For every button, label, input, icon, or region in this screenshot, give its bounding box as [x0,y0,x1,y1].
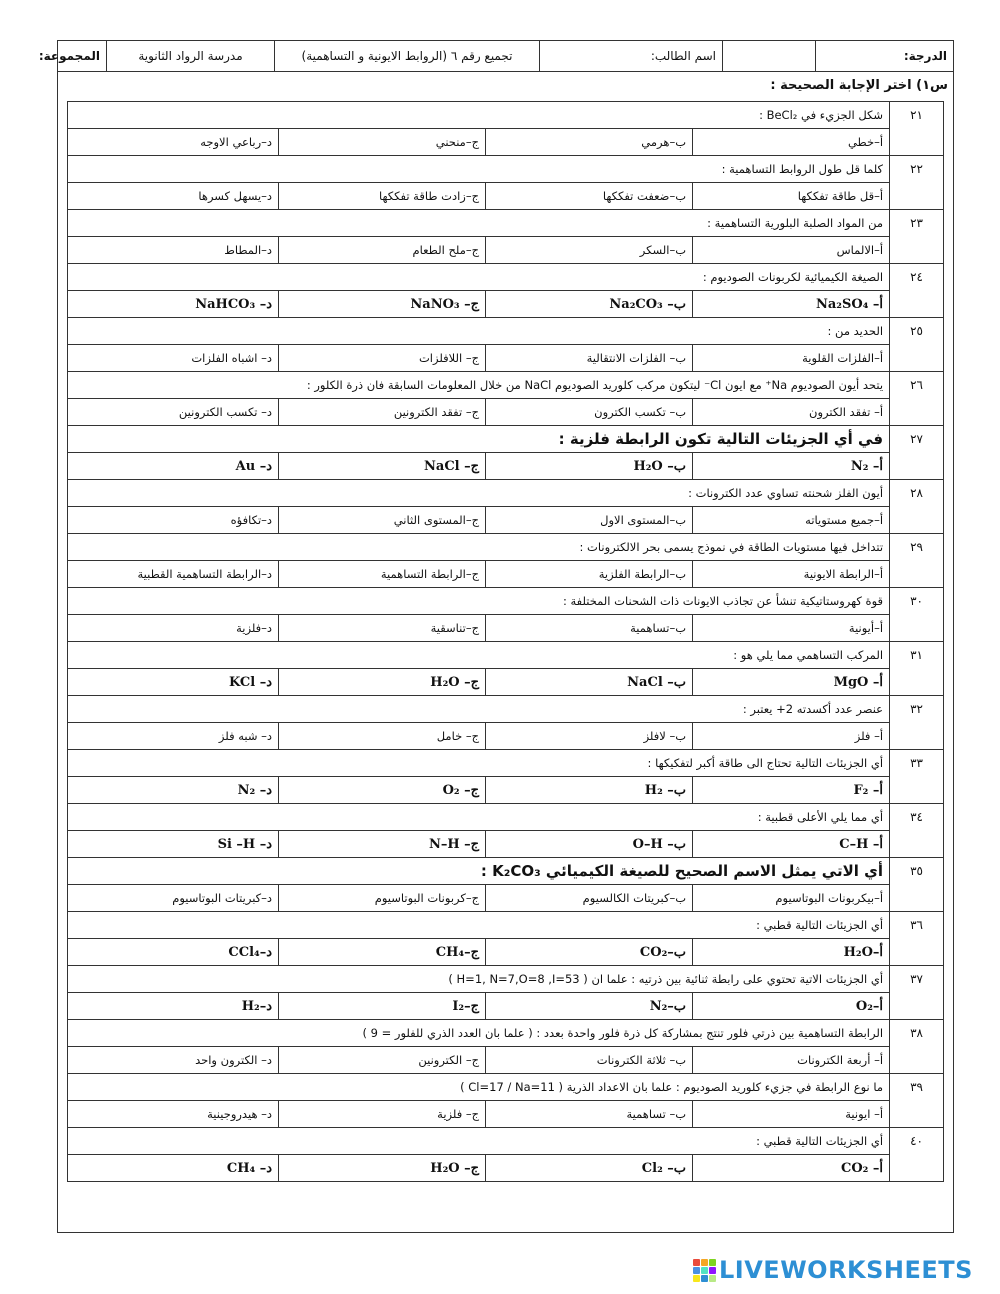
answer-option-d[interactable]: د– Au [68,453,279,480]
question-number: ٣٠ [890,588,944,642]
question-row [68,480,944,507]
question-number: ٢٤ [890,264,944,318]
question-row [68,1020,944,1047]
answer-option-a[interactable]: أ– Na₂SO₄ [693,291,890,318]
question-text: أي الجزيئات التالية قطبي : [68,1128,890,1155]
question-text: يتحد أيون الصوديوم Na⁺ مع ايون Cl⁻ ليتكون مركب كلوريد الصوديوم NaCl من خلال المعلومات السابقة فان ذرة الكلور : [68,372,890,399]
question-number: ٣٦ [890,912,944,966]
question-text: أي الاتي يمثل الاسم الصحيح للصيغة الكيميائي K₂CO₃ : [68,858,890,885]
answer-option-a[interactable]: أ– C–H [693,831,890,858]
answer-option-d[interactable]: د–فلزية [68,615,279,642]
question-text: أي الجزيئات الاتية تحتوي على رابطة ثنائية بين ذرتيه : علما ان ( H=1, N=7,O=8 ,I=53 ) [68,966,890,993]
options-row [68,1155,944,1182]
answer-option-d[interactable]: د–رباعي الاوجه [68,129,279,156]
logo-square [701,1275,708,1282]
answer-option-d[interactable]: د– NaHCO₃ [68,291,279,318]
logo-square [693,1259,700,1266]
logo-grid-icon [693,1259,715,1281]
answer-option-a[interactable]: أ– CO₂ [693,1155,890,1182]
question-row [68,156,944,183]
options-row [68,183,944,210]
question-number: ٢٣ [890,210,944,264]
question-text: المركب التساهمي مما يلي هو : [68,642,890,669]
options-row [68,777,944,804]
answer-option-b[interactable]: ب– H₂ [486,777,693,804]
answer-option-a[interactable]: أ– فلز [693,723,890,750]
question-number: ٢٨ [890,480,944,534]
question-text: من المواد الصلبة البلورية التساهمية : [68,210,890,237]
answer-option-b[interactable]: ب– O–H [486,831,693,858]
question-number: ٢٦ [890,372,944,426]
answer-option-d[interactable]: د– KCl [68,669,279,696]
question-row [68,858,944,885]
question-row [68,426,944,453]
answer-option-a[interactable]: أ–خطي [693,129,890,156]
options-row [68,1101,944,1128]
options-row [68,237,944,264]
group-label: المجموعة: [58,41,107,72]
answer-option-b[interactable]: ب– H₂O [486,453,693,480]
options-row [68,561,944,588]
question-row [68,102,944,129]
question-row [68,642,944,669]
answer-option-a[interactable]: أ– MgO [693,669,890,696]
answer-option-c[interactable]: ج–I₂ [279,993,486,1020]
answer-option-b[interactable]: ب– ثلاثة الكترونات [486,1047,693,1074]
answer-option-d[interactable]: د– هيدروجينية [68,1101,279,1128]
question-row [68,264,944,291]
question-number: ٣٨ [890,1020,944,1074]
question-row [68,372,944,399]
answer-option-a[interactable]: أ– تفقد الكترون [693,399,890,426]
answer-option-a[interactable]: أ–الالماس [693,237,890,264]
answer-option-d[interactable]: د– الكترون واحد [68,1047,279,1074]
header-table [38,40,954,72]
school-name: مدرسة الرواد الثانوية [107,41,275,72]
answer-option-c[interactable]: ج– خامل [279,723,486,750]
answer-option-b[interactable]: ب–السكر [486,237,693,264]
answer-option-c[interactable]: ج– اللافلزات [279,345,486,372]
answer-option-d[interactable]: د–يسهل كسرها [68,183,279,210]
options-row [68,939,944,966]
answer-option-c[interactable]: ج–المستوى الثاني [279,507,486,534]
question-number: ٣١ [890,642,944,696]
answer-option-a[interactable]: أ–H₂O [693,939,890,966]
options-row [68,129,944,156]
answer-option-c[interactable]: ج–كربونات البوتاسيوم [279,885,486,912]
answer-option-b[interactable]: ب–تساهمية [486,615,693,642]
question-text: في أي الجزيئات التالية تكون الرابطة فلزية : [68,426,890,453]
answer-option-b[interactable]: ب–ضعفت تفككها [486,183,693,210]
grade-value[interactable] [723,41,816,72]
question-row [68,750,944,777]
answer-option-b[interactable]: ب– لافلز [486,723,693,750]
answer-option-a[interactable]: أ–جميع مستوياته [693,507,890,534]
options-row [68,507,944,534]
question-row [68,210,944,237]
answer-option-a[interactable]: أ– ايونية [693,1101,890,1128]
answer-option-d[interactable]: د– شبه فلز [68,723,279,750]
question-number: ٣٤ [890,804,944,858]
options-row [68,399,944,426]
answer-option-a[interactable]: أ– F₂ [693,777,890,804]
answer-option-b[interactable]: ب–CO₂ [486,939,693,966]
answer-option-c[interactable]: ج– تفقد الكترونين [279,399,486,426]
answer-option-c[interactable]: ج– H₂O [279,669,486,696]
grade-label: الدرجة: [816,41,954,72]
logo-square [709,1275,716,1282]
answer-option-c[interactable]: ج–زادت طاقة تفككها [279,183,486,210]
question-number: ٢١ [890,102,944,156]
options-row [68,993,944,1020]
question-text: شكل الجزيء في BeCl₂ : [68,102,890,129]
question-row [68,912,944,939]
question-text: كلما قل طول الروابط التساهمية : [68,156,890,183]
answer-option-b[interactable]: ب– Cl₂ [486,1155,693,1182]
answer-option-d[interactable]: د–تكافؤه [68,507,279,534]
question-text: عنصر عدد أكسدته 2+ يعتبر : [68,696,890,723]
answer-option-b[interactable]: ب– Na₂CO₃ [486,291,693,318]
question-number: ٢٥ [890,318,944,372]
question-number: ٢٩ [890,534,944,588]
answer-option-c[interactable]: ج– NaCl [279,453,486,480]
answer-option-a[interactable]: أ–الرابطة الايونية [693,561,890,588]
logo-square [693,1275,700,1282]
question-row [68,804,944,831]
answer-option-c[interactable]: ج– الكترونين [279,1047,486,1074]
question-row [68,966,944,993]
question-row [68,318,944,345]
logo-square [709,1259,716,1266]
question-text: الرابطة التساهمية بين ذرتي فلور تنتج بمشاركة كل ذرة فلور واحدة بعدد : ( علما بان العدد الذري للفلور = 9 ) [68,1020,890,1047]
answer-option-b[interactable]: ب–الرابطة الفلزية [486,561,693,588]
answer-option-a[interactable]: أ–الفلزات القلوية [693,345,890,372]
questions-table [67,101,944,1182]
logo-square [693,1267,700,1274]
student-name-label: اسم الطالب: [540,41,723,72]
logo-square [701,1267,708,1274]
question-number: ٢٧ [890,426,944,480]
question-text: أي الجزيئات التالية قطبي : [68,912,890,939]
answer-option-b[interactable]: ب–المستوى الاول [486,507,693,534]
question-number: ٣٢ [890,696,944,750]
answer-option-d[interactable]: د– N₂ [68,777,279,804]
options-row [68,453,944,480]
question-text: الحديد من : [68,318,890,345]
question-row [68,1074,944,1101]
answer-option-b[interactable]: ب–كبريتات الكالسيوم [486,885,693,912]
question-text: أي مما يلي الأعلى قطبية : [68,804,890,831]
answer-option-d[interactable]: د–كبريتات البوتاسيوم [68,885,279,912]
liveworksheets-logo [693,1256,973,1284]
question-number: ٢٢ [890,156,944,210]
answer-option-a[interactable]: أ–بيكربونات البوتاسيوم [693,885,890,912]
answer-option-c[interactable]: ج– H₂O [279,1155,486,1182]
answer-option-d[interactable]: د–H₂ [68,993,279,1020]
question-number: ٣٥ [890,858,944,912]
question-text: أيون الفلز شحنته تساوي عدد الكترونات : [68,480,890,507]
options-row [68,669,944,696]
logo-square [709,1267,716,1274]
answer-option-a[interactable]: أ– أربعة الكترونات [693,1047,890,1074]
question-text: أي الجزيئات التالية تحتاج الى طاقة أكبر لتفكيكها : [68,750,890,777]
question-number: ٣٣ [890,750,944,804]
options-row [68,615,944,642]
section-title: س١) اختر الإجابة الصحيحة : [770,78,948,93]
options-row [68,831,944,858]
options-row [68,1047,944,1074]
answer-option-d[interactable]: د–المطاط [68,237,279,264]
answer-option-b[interactable]: ب–N₂ [486,993,693,1020]
question-number: ٣٧ [890,966,944,1020]
question-text: ما نوع الرابطة في جزيء كلوريد الصوديوم : علما بان الاعداد الذرية ( Cl=17 / Na=11 ) [68,1074,890,1101]
answer-option-a[interactable]: أ– N₂ [693,453,890,480]
worksheet-title: تجميع رقم ٦ (الروابط الايونية و التساهمية) [275,41,540,72]
answer-option-c[interactable]: ج–منحني [279,129,486,156]
options-row [68,291,944,318]
answer-option-b[interactable]: ب– تساهمية [486,1101,693,1128]
options-row [68,723,944,750]
question-text: الصيغة الكيميائية لكربونات الصوديوم : [68,264,890,291]
answer-option-c[interactable]: ج–تناسقية [279,615,486,642]
question-row [68,1128,944,1155]
question-row [68,534,944,561]
answer-option-c[interactable]: ج– N–H [279,831,486,858]
answer-option-c[interactable]: ج–CH₄ [279,939,486,966]
answer-option-c[interactable]: ج– فلزية [279,1101,486,1128]
options-row [68,345,944,372]
question-row [68,696,944,723]
answer-option-a[interactable]: أ–أيونية [693,615,890,642]
question-number: ٤٠ [890,1128,944,1182]
answer-option-b[interactable]: ب–هرمي [486,129,693,156]
answer-option-c[interactable]: ج–الرابطة التساهمية [279,561,486,588]
answer-option-a[interactable]: أ–O₂ [693,993,890,1020]
question-row [68,588,944,615]
answer-option-d[interactable]: د–CCl₄ [68,939,279,966]
logo-square [701,1259,708,1266]
answer-option-b[interactable]: ب– تكسب الكترون [486,399,693,426]
answer-option-d[interactable]: د– CH₄ [68,1155,279,1182]
answer-option-d[interactable]: د– تكسب الكترونين [68,399,279,426]
question-text: تتداخل فيها مستويات الطاقة في نموذج يسمى بحر الالكترونات : [68,534,890,561]
answer-option-c[interactable]: ج–ملح الطعام [279,237,486,264]
logo-text: LIVEWORKSHEETS [719,1256,973,1284]
answer-option-d[interactable]: د–الرابطة التساهمية القطبية [68,561,279,588]
answer-option-d[interactable]: د– اشباه الفلزات [68,345,279,372]
answer-option-d[interactable]: د– Si –H [68,831,279,858]
question-number: ٣٩ [890,1074,944,1128]
answer-option-b[interactable]: ب– الفلزات الانتقالية [486,345,693,372]
answer-option-c[interactable]: ج– O₂ [279,777,486,804]
answer-option-a[interactable]: أ–قل طاقة تفككها [693,183,890,210]
answer-option-b[interactable]: ب– NaCl [486,669,693,696]
question-text: قوة كهروستاتيكية تنشأ عن تجاذب الايونات ذات الشحنات المختلفة : [68,588,890,615]
answer-option-c[interactable]: ج– NaNO₃ [279,291,486,318]
options-row [68,885,944,912]
